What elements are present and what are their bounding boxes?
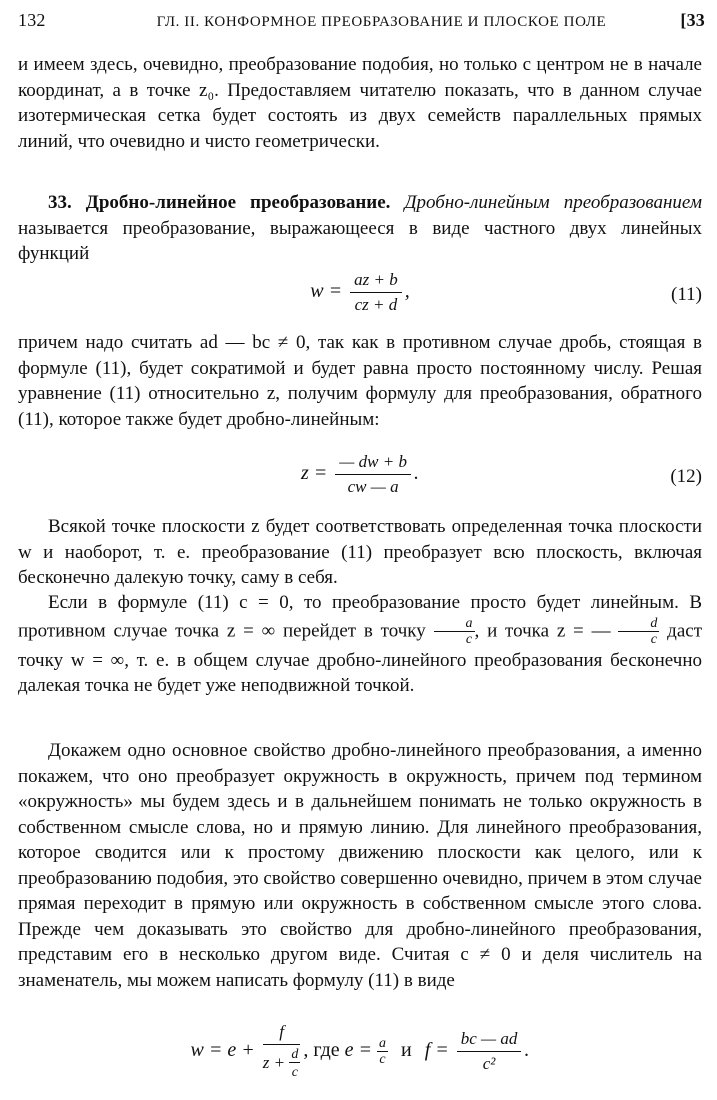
eq13-den-z: z + bbox=[262, 1052, 286, 1072]
eq13-e-eq: e = bbox=[344, 1039, 372, 1062]
frac-a-num: a bbox=[434, 616, 475, 632]
equation-13 bbox=[18, 1018, 702, 1088]
p4-part-c: и точка z = — bbox=[487, 619, 611, 641]
eq11-numerator: az + b bbox=[350, 270, 402, 293]
eq13-c2: c bbox=[379, 1051, 386, 1067]
eq13-a-over-c bbox=[377, 1036, 388, 1068]
eq13-f-eq: f = bbox=[424, 1039, 449, 1062]
equation-11 bbox=[18, 266, 702, 326]
paragraph-1 bbox=[18, 52, 702, 154]
frac-d-over-c bbox=[618, 616, 659, 648]
equation-11-body bbox=[18, 270, 702, 315]
equation-12-body bbox=[18, 452, 702, 497]
p4-part-a: Если в формуле (11) c = 0, то преобразование просто будет линейным. В противном случае точка z = ∞ перейдет в точку bbox=[18, 592, 702, 641]
paragraph-3-text: Всякой точке плоскости z будет соответствовать определенная точка плоскости w и наоборот, т. е. преобразование (11) преобразует всю плоскость, включая бесконечно далекую точку, саму в себя. bbox=[18, 516, 702, 588]
frac-a-den: c bbox=[465, 631, 473, 647]
frac-a-over-c bbox=[434, 616, 475, 648]
eq13-d: d bbox=[291, 1047, 299, 1062]
equation-13-body bbox=[18, 1022, 702, 1081]
section-marker: [33 bbox=[680, 10, 705, 30]
eq13-num2: bc — ad bbox=[457, 1029, 522, 1052]
eq11-number: (11) bbox=[671, 284, 702, 305]
eq13-tail: . bbox=[524, 1039, 530, 1062]
frac-d-den: c bbox=[650, 631, 657, 647]
eq12-lhs: z = bbox=[301, 462, 328, 485]
paragraph-4-text bbox=[18, 590, 702, 699]
paragraph-3 bbox=[18, 514, 702, 591]
section-heading: 33. Дробно-линейное преобразование. bbox=[48, 192, 391, 213]
eq13-lhs: w = e + bbox=[190, 1039, 255, 1062]
eq13-den2: c² bbox=[482, 1054, 496, 1073]
eq11-tail: , bbox=[404, 280, 410, 303]
eq11-lhs: w = bbox=[310, 280, 343, 303]
eq13-fraction-bcad bbox=[457, 1029, 522, 1074]
eq13-c: c bbox=[291, 1065, 298, 1080]
paragraph-1-text: и имеем здесь, очевидно, преобразование подобия, но только с центром не в начале координат, а в точке z₀. Предоставляем читателю показать, что в данном случае изотермическая сетка будет состоять из двух семейств параллельных прямых линий, что очевидно и чисто геометрически. bbox=[18, 54, 702, 152]
eq13-fraction-f bbox=[263, 1022, 301, 1081]
p4-part-b: , bbox=[474, 619, 480, 641]
paragraph-5 bbox=[18, 738, 702, 993]
frac-d-num: d bbox=[618, 616, 659, 632]
section-33-text: называется преобразование, выражающееся в виде частного двух линейных функций bbox=[18, 217, 702, 264]
section-33 bbox=[18, 190, 702, 267]
equation-12 bbox=[18, 448, 702, 508]
running-title: ГЛ. II. КОНФОРМНОЕ ПРЕОБРАЗОВАНИЕ И ПЛОСКОЕ ПОЛЕ bbox=[156, 14, 607, 30]
paragraph-2 bbox=[18, 330, 702, 432]
section-33-intro bbox=[18, 190, 702, 267]
paragraph-2-text: причем надо считать ad — bc ≠ 0, так как в противном случае дробь, стоящая в формуле (11), будет сократимой и будет равна просто постоянному числу. Решая уравнение (11) относительно z, получим формулу для преобразования, обратного (11), которое также будет дробно-линейным: bbox=[18, 332, 702, 430]
eq13-f: f bbox=[263, 1022, 301, 1045]
eq11-fraction bbox=[350, 270, 402, 315]
eq13-den-f bbox=[263, 1045, 301, 1081]
eq13-d-over-c bbox=[289, 1047, 300, 1081]
eq13-a: a bbox=[379, 1035, 386, 1051]
eq12-tail: . bbox=[413, 462, 419, 485]
p4-part-d: даст точку w = ∞, т. е. в общем случае дробно-линейного преобразования бесконечно далекая точка не будет уже неподвижной точкой. bbox=[18, 619, 703, 696]
eq12-denominator: cw — a bbox=[347, 477, 399, 496]
eq12-numerator: — dw + b bbox=[335, 452, 411, 475]
eq12-number: (12) bbox=[670, 466, 702, 487]
eq12-fraction bbox=[335, 452, 411, 497]
eq13-where: , где bbox=[303, 1039, 340, 1062]
paragraph-5-text: Докажем одно основное свойство дробно-линейного преобразования, а именно покажем, что оно преобразует окружность в окружность, причем под термином «окружность» мы будем здесь и в дальнейшем понимать не только окружность в собственном смысле слова, но и прямую линию. Для линейного преобразования, которое сводится или к простому движению плоскости как целого, или к преобразованию подобия, это свойство совершенно очевидно, причем в этом случае прямая переходит в прямую или окружность в собственном смысле этого слова. Прежде чем доказывать это свойство для дробно-линейного преобразования, представим его в несколько другом виде. Считая c ≠ 0 и деля числитель на знаменатель, мы можем написать формулу (11) в виде bbox=[18, 740, 702, 991]
eq13-and: и bbox=[401, 1039, 412, 1062]
eq11-denominator: cz + d bbox=[354, 295, 398, 314]
defined-term: Дробно-линейным преобразованием bbox=[404, 192, 702, 213]
page-number: 132 bbox=[18, 10, 46, 30]
paragraph-4 bbox=[18, 590, 702, 699]
page-header bbox=[18, 10, 705, 38]
